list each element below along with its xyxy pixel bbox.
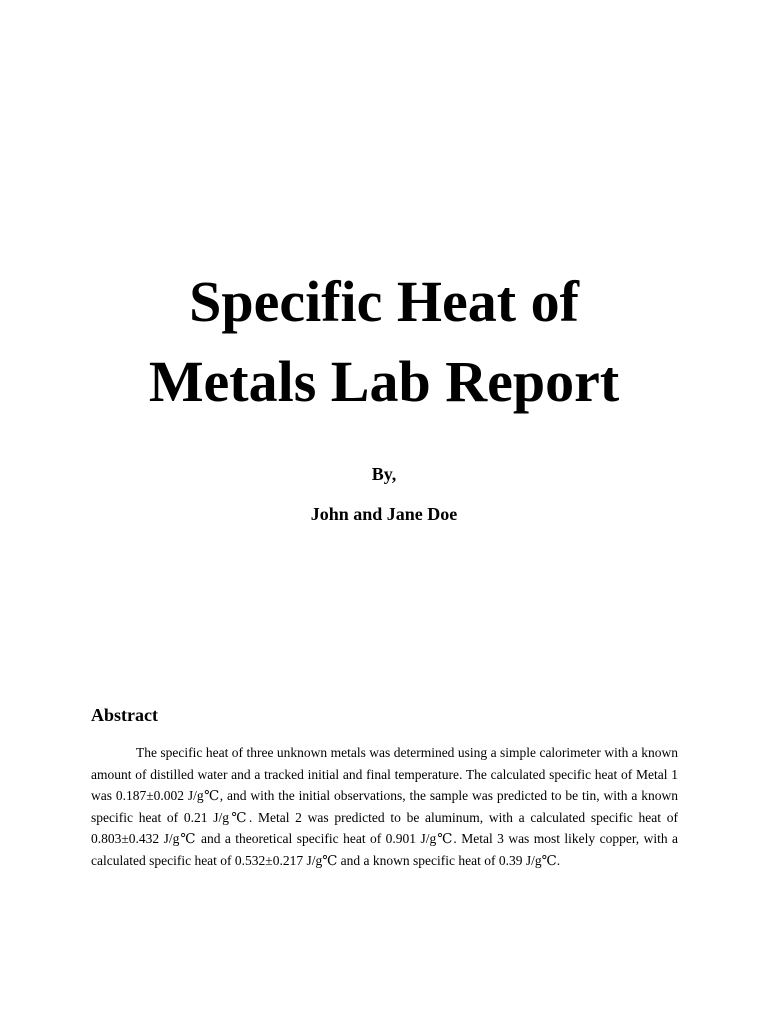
report-title-line-2: Metals Lab Report xyxy=(148,349,620,414)
abstract-heading: Abstract xyxy=(91,705,158,725)
report-title xyxy=(0,262,768,422)
by-label: By, xyxy=(371,464,397,484)
report-title-line-1: Specific Heat of xyxy=(189,269,579,334)
abstract-body: The specific heat of three unknown metals was determined using a simple calorimeter with a known amount of distilled water and a tracked initial and final temperature. The calculated specific heat of Metal 1 was 0.187±0.002 J/g℃, and with the initial observations, the sample was predicted to be tin, with a known specific heat of 0.21 J/g℃. Metal 2 was predicted to be aluminum, with a calculated specific heat of 0.803±0.432 J/g℃ and a theoretical specific heat of 0.901 J/g℃. Metal 3 was most likely copper, with a calculated specific heat of 0.532±0.217 J/g℃ and a known specific heat of 0.39 J/g℃. xyxy=(91,745,678,868)
authors: John and Jane Doe xyxy=(310,504,458,524)
